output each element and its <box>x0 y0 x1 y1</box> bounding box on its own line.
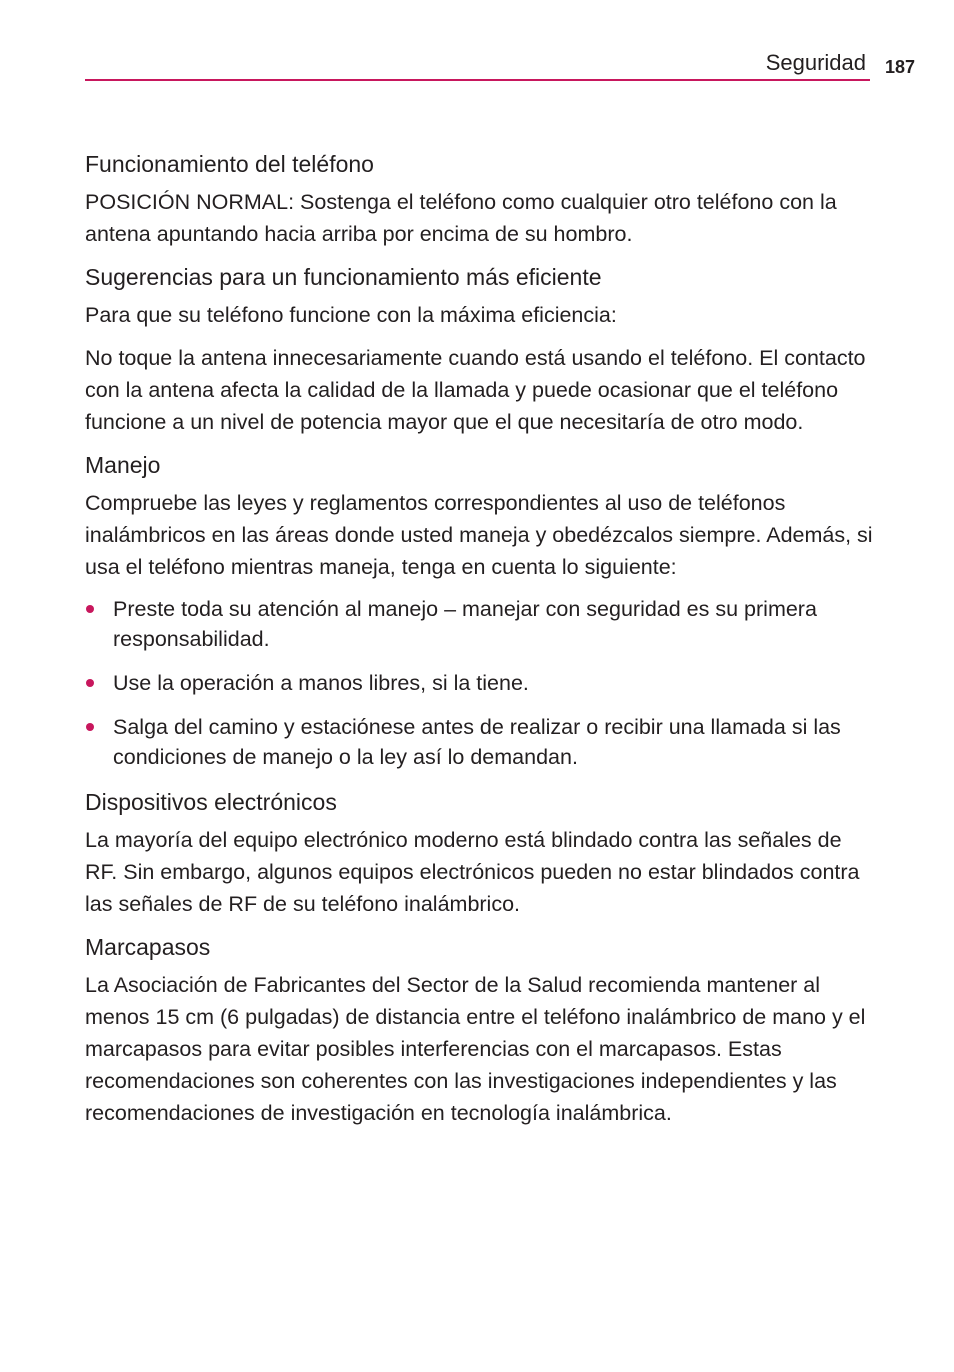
paragraph: La mayoría del equipo electrónico moderno está blindado contra las señales de RF. Sin embargo, algunos equipos electrónicos pueden no estar blindados contra las señales de RF de su teléfono inalámbrico. <box>85 828 860 916</box>
section-heading: Manejo <box>85 452 161 478</box>
list-item <box>85 712 875 772</box>
list-item-text: Salga del camino y estaciónese antes de realizar o recibir una llamada si las condiciones de manejo o la ley así lo demandan. <box>113 715 841 769</box>
header-divider <box>85 79 870 81</box>
list-item <box>85 594 875 654</box>
paragraph: No toque la antena innecesariamente cuando está usando el teléfono. El contacto con la antena afecta la calidad de la llamada y puede ocasionar que el teléfono funcione a un nivel de potencia mayor que el que necesitaría de otro modo. <box>85 346 866 434</box>
section-dispositivos <box>85 786 875 920</box>
section-sugerencias <box>85 261 875 438</box>
section-heading: Funcionamiento del teléfono <box>85 151 374 177</box>
paragraph: Compruebe las leyes y reglamentos correspondientes al uso de teléfonos inalámbricos en las áreas donde usted maneja y obedézcalos siempre. Además, si usa el teléfono mientras maneja, tenga en cuenta lo siguiente: <box>85 491 873 579</box>
paragraph: Para que su teléfono funcione con la máxima eficiencia: <box>85 303 617 327</box>
section-manejo <box>85 449 875 772</box>
paragraph: La Asociación de Fabricantes del Sector de la Salud recomienda mantener al menos 15 cm (6 pulgadas) de distancia entre el teléfono inalámbrico de mano y el marcapasos para evitar posibles interferencias con el marcapasos. Estas recomendaciones son coherentes con las investigaciones independientes y las recomendaciones de investigación en tecnología inalámbrica. <box>85 973 866 1125</box>
section-marcapasos <box>85 931 875 1129</box>
section-heading: Dispositivos electrónicos <box>85 789 337 815</box>
paragraph: POSICIÓN NORMAL: Sostenga el teléfono como cualquier otro teléfono con la antena apuntando hacia arriba por encima de su hombro. <box>85 190 837 246</box>
bullet-icon <box>86 679 94 687</box>
list-item-text: Preste toda su atención al manejo – manejar con seguridad es su primera responsabilidad. <box>113 597 817 651</box>
section-funcionamiento <box>85 148 875 250</box>
bullet-icon <box>86 605 94 613</box>
list-item-text: Use la operación a manos libres, si la tiene. <box>113 671 529 695</box>
section-heading: Sugerencias para un funcionamiento más eficiente <box>85 264 602 290</box>
page-number: 187 <box>885 57 916 77</box>
section-heading: Marcapasos <box>85 934 211 960</box>
section-title: Seguridad <box>765 50 866 75</box>
list-item <box>85 668 875 698</box>
bullet-icon <box>86 723 94 731</box>
bullet-list <box>85 594 875 772</box>
page-header <box>85 48 870 84</box>
page-content <box>85 148 875 1140</box>
